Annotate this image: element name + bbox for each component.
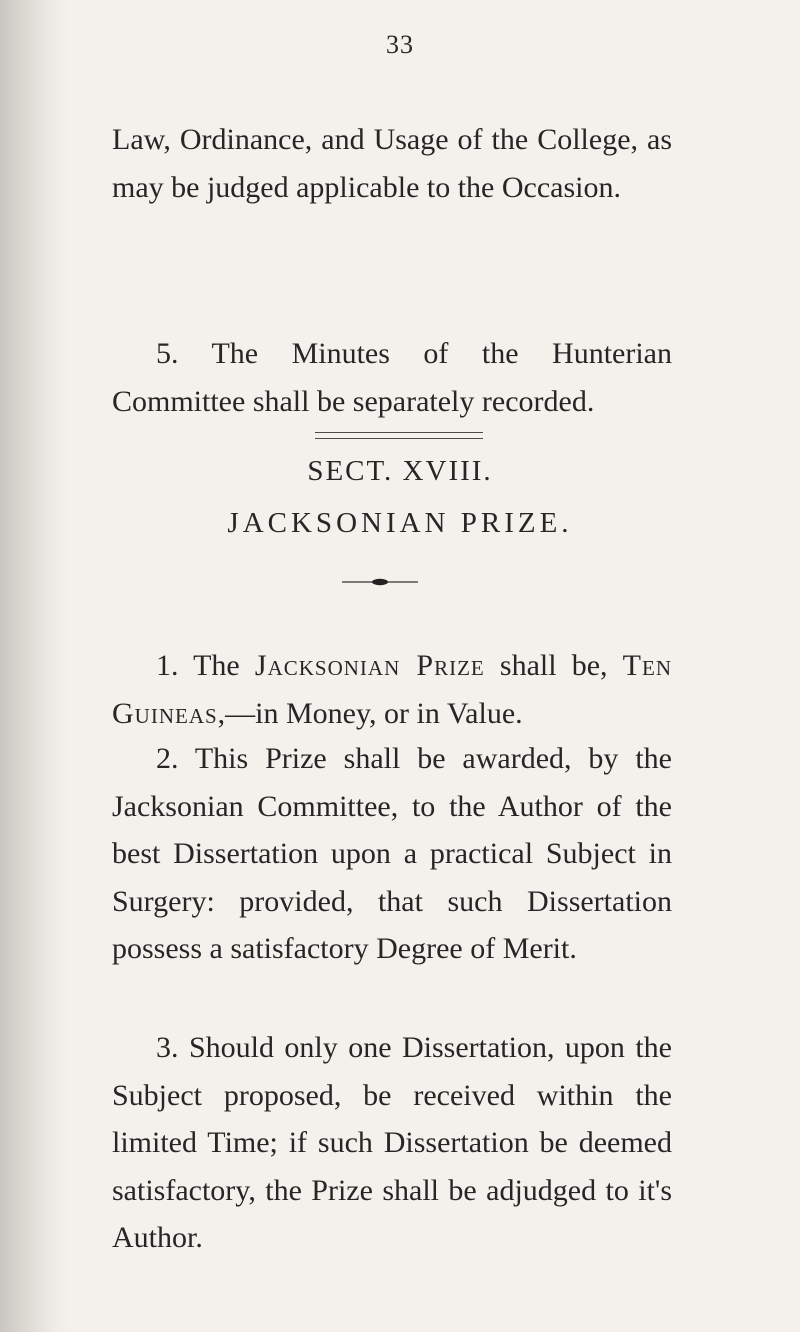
item-1-middle: shall be, [484,649,623,682]
item-1-paragraph [112,642,672,737]
prize-amount: Ten Guineas [112,649,672,730]
section-divider-rule [315,432,483,439]
item-1-text [112,642,672,737]
continuation-paragraph [112,116,672,211]
item-2-text: 2. This Prize shall be awarded, by the Jacksonian Committee, to the Author of the best Dissertation upon a practical Subject in Surgery: provided, that such Dissertation possess a satisfactory Degree of Merit. [112,742,672,965]
item-2-paragraph [112,735,672,973]
jacksonian-prize-name: Jacksonian Prize [254,649,485,682]
item-5-text: 5. The Minutes of the Hunterian Committee shall be separately recorded. [112,337,672,418]
section-label: SECT. XVIII. [307,455,493,487]
item-5-paragraph [112,330,672,425]
item-1-suffix: ,—in Money, or in Value. [217,696,523,730]
page-gutter-shadow [0,0,70,1332]
item-3-text: 3. Should only one Dissertation, upon the Subject proposed, be received within the limited Time; if such Dissertation be deemed satisfactory, the Prize shall be adjudged to it's Author. [112,1031,672,1254]
item-1-prefix: 1. The [156,649,255,682]
item-3-paragraph [112,1024,672,1262]
ornament-divider-icon [340,577,420,587]
page-number: 33 [386,30,414,59]
continuation-text: Law, Ordinance, and Usage of the College, as may be judged applicable to the Occasion. [112,123,672,204]
section-title: JACKSONIAN PRIZE. [227,507,573,539]
